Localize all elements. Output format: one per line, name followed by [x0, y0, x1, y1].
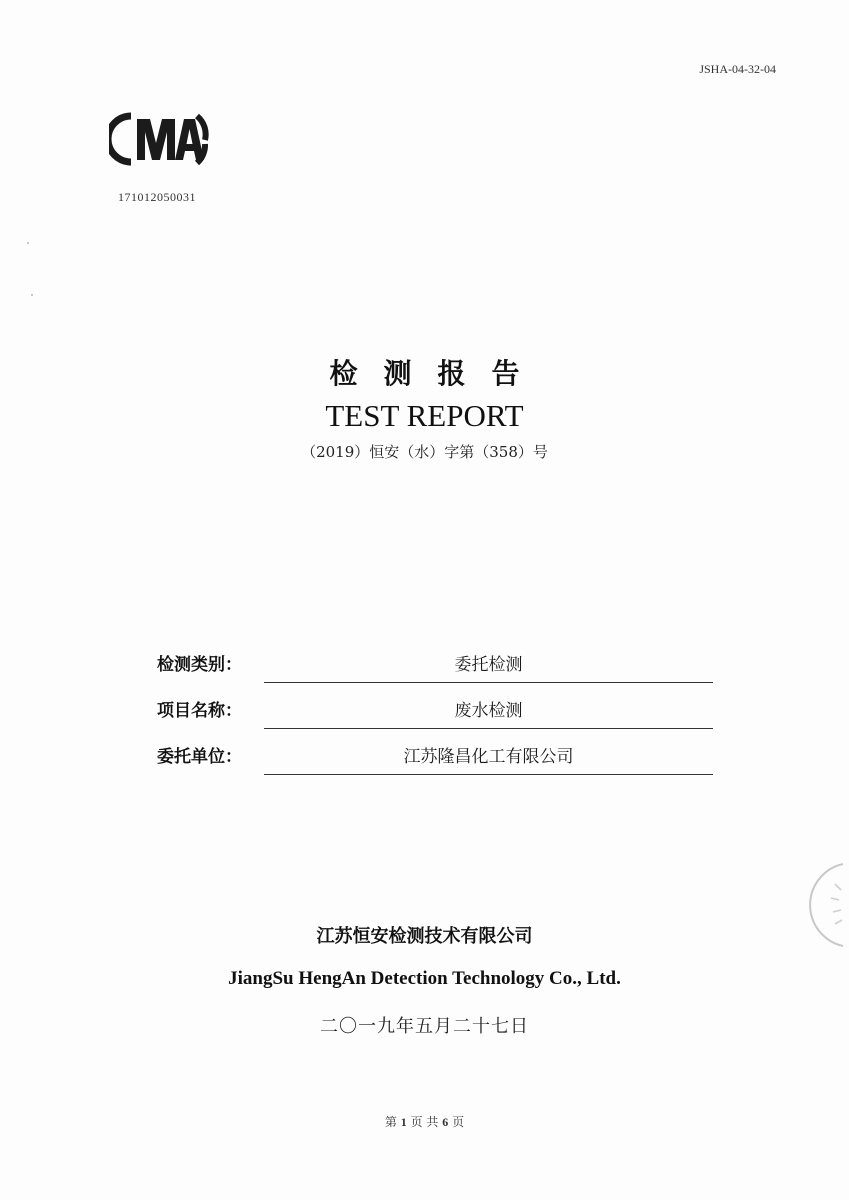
cma-certificate-number: 171012050031 — [118, 190, 196, 204]
page-middle: 页 共 — [410, 1115, 439, 1129]
client-value: 江苏隆昌化工有限公司 — [403, 747, 574, 767]
issue-date: 二〇一九年五月二十七日 — [320, 1016, 529, 1037]
info-row-test-category — [157, 650, 713, 684]
test-category-label: 检测类别： — [157, 655, 242, 675]
info-row-project-name — [157, 696, 713, 730]
project-name-underline — [264, 728, 713, 729]
issuer-name-chinese: 江苏恒安检测技术有限公司 — [316, 926, 533, 947]
test-category-underline — [264, 682, 713, 683]
page-suffix: 页 — [452, 1115, 465, 1129]
issuer-name-english: JiangSu HengAn Detection Technology Co., Ltd. — [228, 968, 621, 989]
page-prefix: 第 — [384, 1115, 397, 1129]
report-number: （2019）恒安（水）字第（358）号 — [301, 443, 548, 461]
seal-stamp-fragment — [805, 860, 849, 950]
scan-speck — [31, 294, 33, 296]
page-indicator — [0, 1113, 849, 1130]
project-name-label: 项目名称： — [157, 701, 242, 721]
cma-certification-logo — [109, 110, 211, 168]
page-current: 1 — [400, 1115, 407, 1129]
report-title-chinese: 检测报告 — [329, 357, 546, 390]
page-total: 6 — [442, 1115, 449, 1129]
client-underline — [264, 774, 713, 775]
report-title-english: TEST REPORT — [325, 398, 524, 433]
test-category-value: 委托检测 — [454, 655, 523, 675]
info-row-client — [157, 742, 713, 776]
scan-speck — [27, 242, 29, 244]
client-label: 委托单位： — [157, 747, 242, 767]
project-name-value: 废水检测 — [454, 701, 523, 721]
document-code: JSHA-04-32-04 — [699, 62, 776, 76]
